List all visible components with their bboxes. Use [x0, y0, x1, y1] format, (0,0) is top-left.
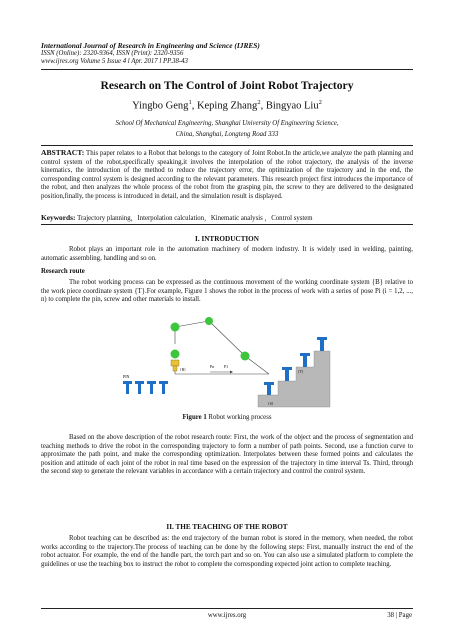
abstract-top-divider: [41, 145, 413, 146]
affiliation-line: School Of Mechanical Engineering, Shanghai University Of Engineering Science,: [115, 120, 339, 127]
journal-name: International Journal of Research in Engineering and Science (IJRES): [41, 41, 260, 50]
arrow-head: [230, 371, 233, 374]
affiliation-line: China, Shanghai, Longteng Road 333: [175, 131, 279, 138]
abstract-text: This paper relates to a Robot that belongs to the category of Joint Robot.In the article,we analyze the path planning and control system of the robot,specifically speaking,it involves the interpolation of the robot trajectory, the analysis of the inverse kinematics, the introduction of the method to reduce the trajectory error, the optimization of the trajectory and in the end, the corresponding control system is designed according to the relevant parameters. This research project first introduces the importance of the robot, and then analyzes the whole process of the robot from the grasping pin, the screw to they are delivered to the designated position,finally, the process is introduced in detail, and the simulation result is displayed.: [41, 150, 413, 200]
stairs-workpiece: [258, 351, 330, 407]
pin-icon: [135, 381, 144, 394]
journal-header: [41, 41, 421, 67]
keywords-divider: [41, 224, 413, 225]
intro-paragraph-3: Based on the above description of the robot research route: First, the work of the object and the process of segmentation and teaching methods to drive the robot in the corresponding trajectory to form a number of path points. Second, use a function curve to approximate the path point, and make the corresponding optimization. Interpolates between these formed points and calculates the position and attitude of each joint of the robot in real time based on the expression of the trajectory in time interval Ts. Third, through the second step to generate the relevant variables in accordance with a certain trajectory and control the control system.: [41, 434, 413, 476]
path-line: [175, 321, 209, 327]
path-line: [209, 321, 245, 356]
waypoint-node: [171, 323, 180, 332]
figure-caption-label: Figure 1: [182, 414, 207, 421]
pin-icon: [264, 382, 274, 395]
author-separator: ,: [191, 100, 197, 112]
label-pin: PIN: [123, 374, 130, 379]
waypoint-node: [171, 350, 180, 359]
figure-caption: [41, 414, 413, 421]
path-line: [245, 356, 269, 374]
header-divider: [41, 69, 413, 70]
label-p1: P1: [224, 365, 229, 369]
label-t: {T}: [298, 370, 304, 374]
keywords-text: Trajectory planning，Interpolation calculation，Kinematic analysis ，Control system: [75, 215, 313, 222]
author-name: Yingbo Geng: [132, 100, 189, 112]
figure-robot-working-process: [118, 317, 333, 409]
teaching-paragraph-1: Robot teaching can be described as: the end trajectory of the human robot is stored in the memory, when needed, the robot works according to the trajectory.The process of teaching can be done by the following steps: First, manually instruct the end of the robot actuator. For example, the end of the handle part, the torch part and so on. You can also use a simulated platform to complete the guidelines or use the teaching box to instruct the robot to complete the corresponding expected joint action to complete teaching.: [41, 535, 413, 568]
author-name: Keping Zhang: [196, 100, 258, 112]
author-affil-mark: 2: [257, 99, 261, 106]
waypoint-node: [205, 317, 213, 325]
subheading-research-route: Research route: [41, 268, 85, 275]
author-list: [41, 99, 413, 112]
section-heading-introduction: I. INTRODUCTION: [195, 235, 259, 243]
paper-title: Research on The Control of Joint Robot Trajectory: [100, 79, 354, 92]
gripper-icon: [171, 360, 179, 366]
figure-caption-text: Robot working process: [206, 414, 272, 421]
pin-icon: [147, 381, 156, 394]
pin-icon: [317, 337, 327, 351]
journal-issn: ISSN (Online): 2320-9364, ISSN (Print): 2320-9356: [41, 50, 184, 57]
author-name: Bingyao Liu: [265, 100, 319, 112]
author-separator: ,: [260, 100, 266, 112]
pin-icon: [123, 381, 132, 394]
waypoint-node: [241, 352, 250, 361]
pin-icon: [300, 353, 310, 367]
page-number: 38 | Page: [387, 612, 412, 619]
author-affil-mark: 1: [188, 99, 192, 106]
section-heading-teaching: II. THE TEACHING OF THE ROBOT: [166, 523, 288, 531]
label-s: {S}: [268, 402, 274, 406]
author-affil-mark: 2: [318, 99, 322, 106]
pin-icon: [282, 367, 292, 381]
label-b: {B}: [180, 368, 186, 372]
gripper-jaw-icon: [173, 366, 177, 371]
footer-divider: [41, 608, 413, 609]
intro-paragraph-2: The robot working process can be expressed as the continuous movement of the working coordinate system {B} relative to the work piece coordinate system {T}.For example, Figure 1 shows the robot in the process of work with a series of pose Pi (i = 1,2, ..., n) to complete the pin, screw and other materials to install.: [41, 279, 413, 304]
pin-row: [123, 381, 168, 394]
abstract: [41, 149, 413, 202]
footer-url: www.ijres.org: [207, 612, 247, 619]
pin-icon: [159, 381, 168, 394]
keywords-label: Keywords:: [41, 213, 76, 222]
abstract-label: ABSTRACT:: [41, 148, 85, 157]
label-pn: Pn: [210, 365, 215, 369]
affiliation: [41, 118, 413, 140]
journal-volume: www.ijres.org Volume 5 Issue 4 l Apr. 2017 l PP.38-43: [41, 58, 188, 66]
intro-paragraph-1: Robot plays an important role in the automation machinery of modern industry. It is widely used in welding, painting, automatic assembling, handling and so on.: [41, 246, 413, 262]
keywords: [41, 214, 413, 224]
